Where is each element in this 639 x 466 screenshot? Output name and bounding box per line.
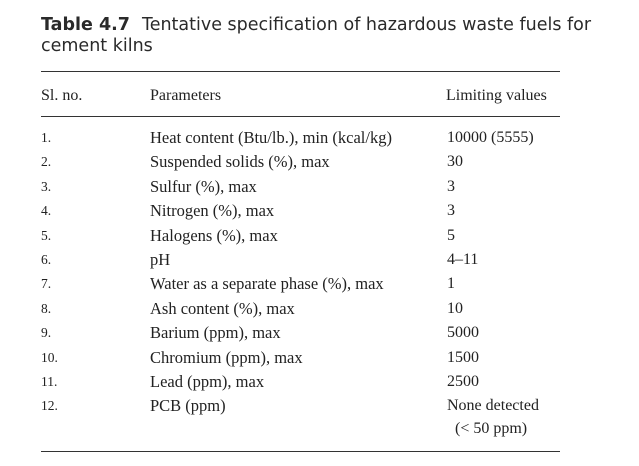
- table-row: [0, 297, 639, 321]
- top-rule: [41, 71, 560, 72]
- row-value: 10000 (5555): [447, 129, 534, 146]
- table-row: [0, 272, 639, 296]
- table-caption: [41, 15, 601, 57]
- table-row: [0, 248, 639, 272]
- row-value-line1: None detected: [447, 397, 539, 415]
- table-row: [0, 199, 639, 223]
- table-row: [0, 394, 639, 438]
- row-value-line2: (< 50 ppm): [455, 420, 528, 438]
- header-limiting-values: Limiting values: [446, 87, 547, 104]
- table-row: [0, 346, 639, 370]
- row-parameter: Heat content (Btu/lb.), min (kcal/kg): [150, 128, 392, 147]
- row-number: 3.: [41, 178, 52, 194]
- row-number: 12.: [41, 398, 58, 414]
- row-number: 2.: [41, 154, 52, 170]
- table-row: [0, 224, 639, 248]
- row-number: 7.: [41, 276, 52, 292]
- row-value: 1500: [447, 348, 479, 366]
- row-number: 9.: [41, 325, 52, 341]
- row-value: 2500: [447, 372, 479, 390]
- row-value: [447, 394, 539, 440]
- row-value: 1: [447, 275, 455, 293]
- row-value: 3: [447, 177, 455, 195]
- row-parameter: Water as a separate phase (%), max: [150, 274, 384, 294]
- table-title: Tentative specification of hazardous waste fuels for cement kilns: [41, 15, 592, 56]
- row-parameter: Suspended solids (%), max: [150, 152, 330, 172]
- row-parameter: Halogens (%), max: [150, 225, 278, 245]
- row-value: 3: [447, 202, 455, 220]
- row-number: 10.: [41, 349, 58, 365]
- table-body: [0, 126, 639, 438]
- header-sl-no: Sl. no.: [41, 87, 83, 104]
- row-parameter: Barium (ppm), max: [150, 323, 281, 343]
- row-number: 11.: [41, 373, 58, 389]
- table-row: [0, 321, 639, 345]
- table-row: [0, 370, 639, 394]
- table-row: [0, 175, 639, 199]
- row-parameter: Chromium (ppm), max: [150, 347, 303, 367]
- row-parameter: Nitrogen (%), max: [150, 201, 275, 221]
- bottom-rule: [41, 451, 560, 452]
- table-row: [0, 150, 639, 174]
- table-label: Table 4.7: [41, 15, 130, 35]
- row-parameter: PCB (ppm): [150, 396, 226, 416]
- row-parameter: Lead (ppm), max: [150, 371, 265, 391]
- row-value: 4–11: [447, 250, 479, 268]
- header-rule: [41, 116, 560, 117]
- row-number: 4.: [41, 203, 52, 219]
- row-parameter: Ash content (%), max: [150, 298, 295, 318]
- table-row: [0, 126, 639, 150]
- row-number: 6.: [41, 251, 52, 267]
- header-parameters: Parameters: [150, 87, 222, 104]
- row-value: 30: [447, 153, 463, 171]
- row-parameter: pH: [150, 249, 171, 269]
- row-number: 1.: [41, 130, 52, 145]
- row-number: 5.: [41, 227, 52, 243]
- row-number: 8.: [41, 300, 52, 316]
- row-value: 5000: [447, 324, 479, 342]
- row-parameter: Sulfur (%), max: [150, 176, 257, 196]
- row-value: 5: [447, 226, 455, 244]
- row-value: 10: [447, 299, 463, 317]
